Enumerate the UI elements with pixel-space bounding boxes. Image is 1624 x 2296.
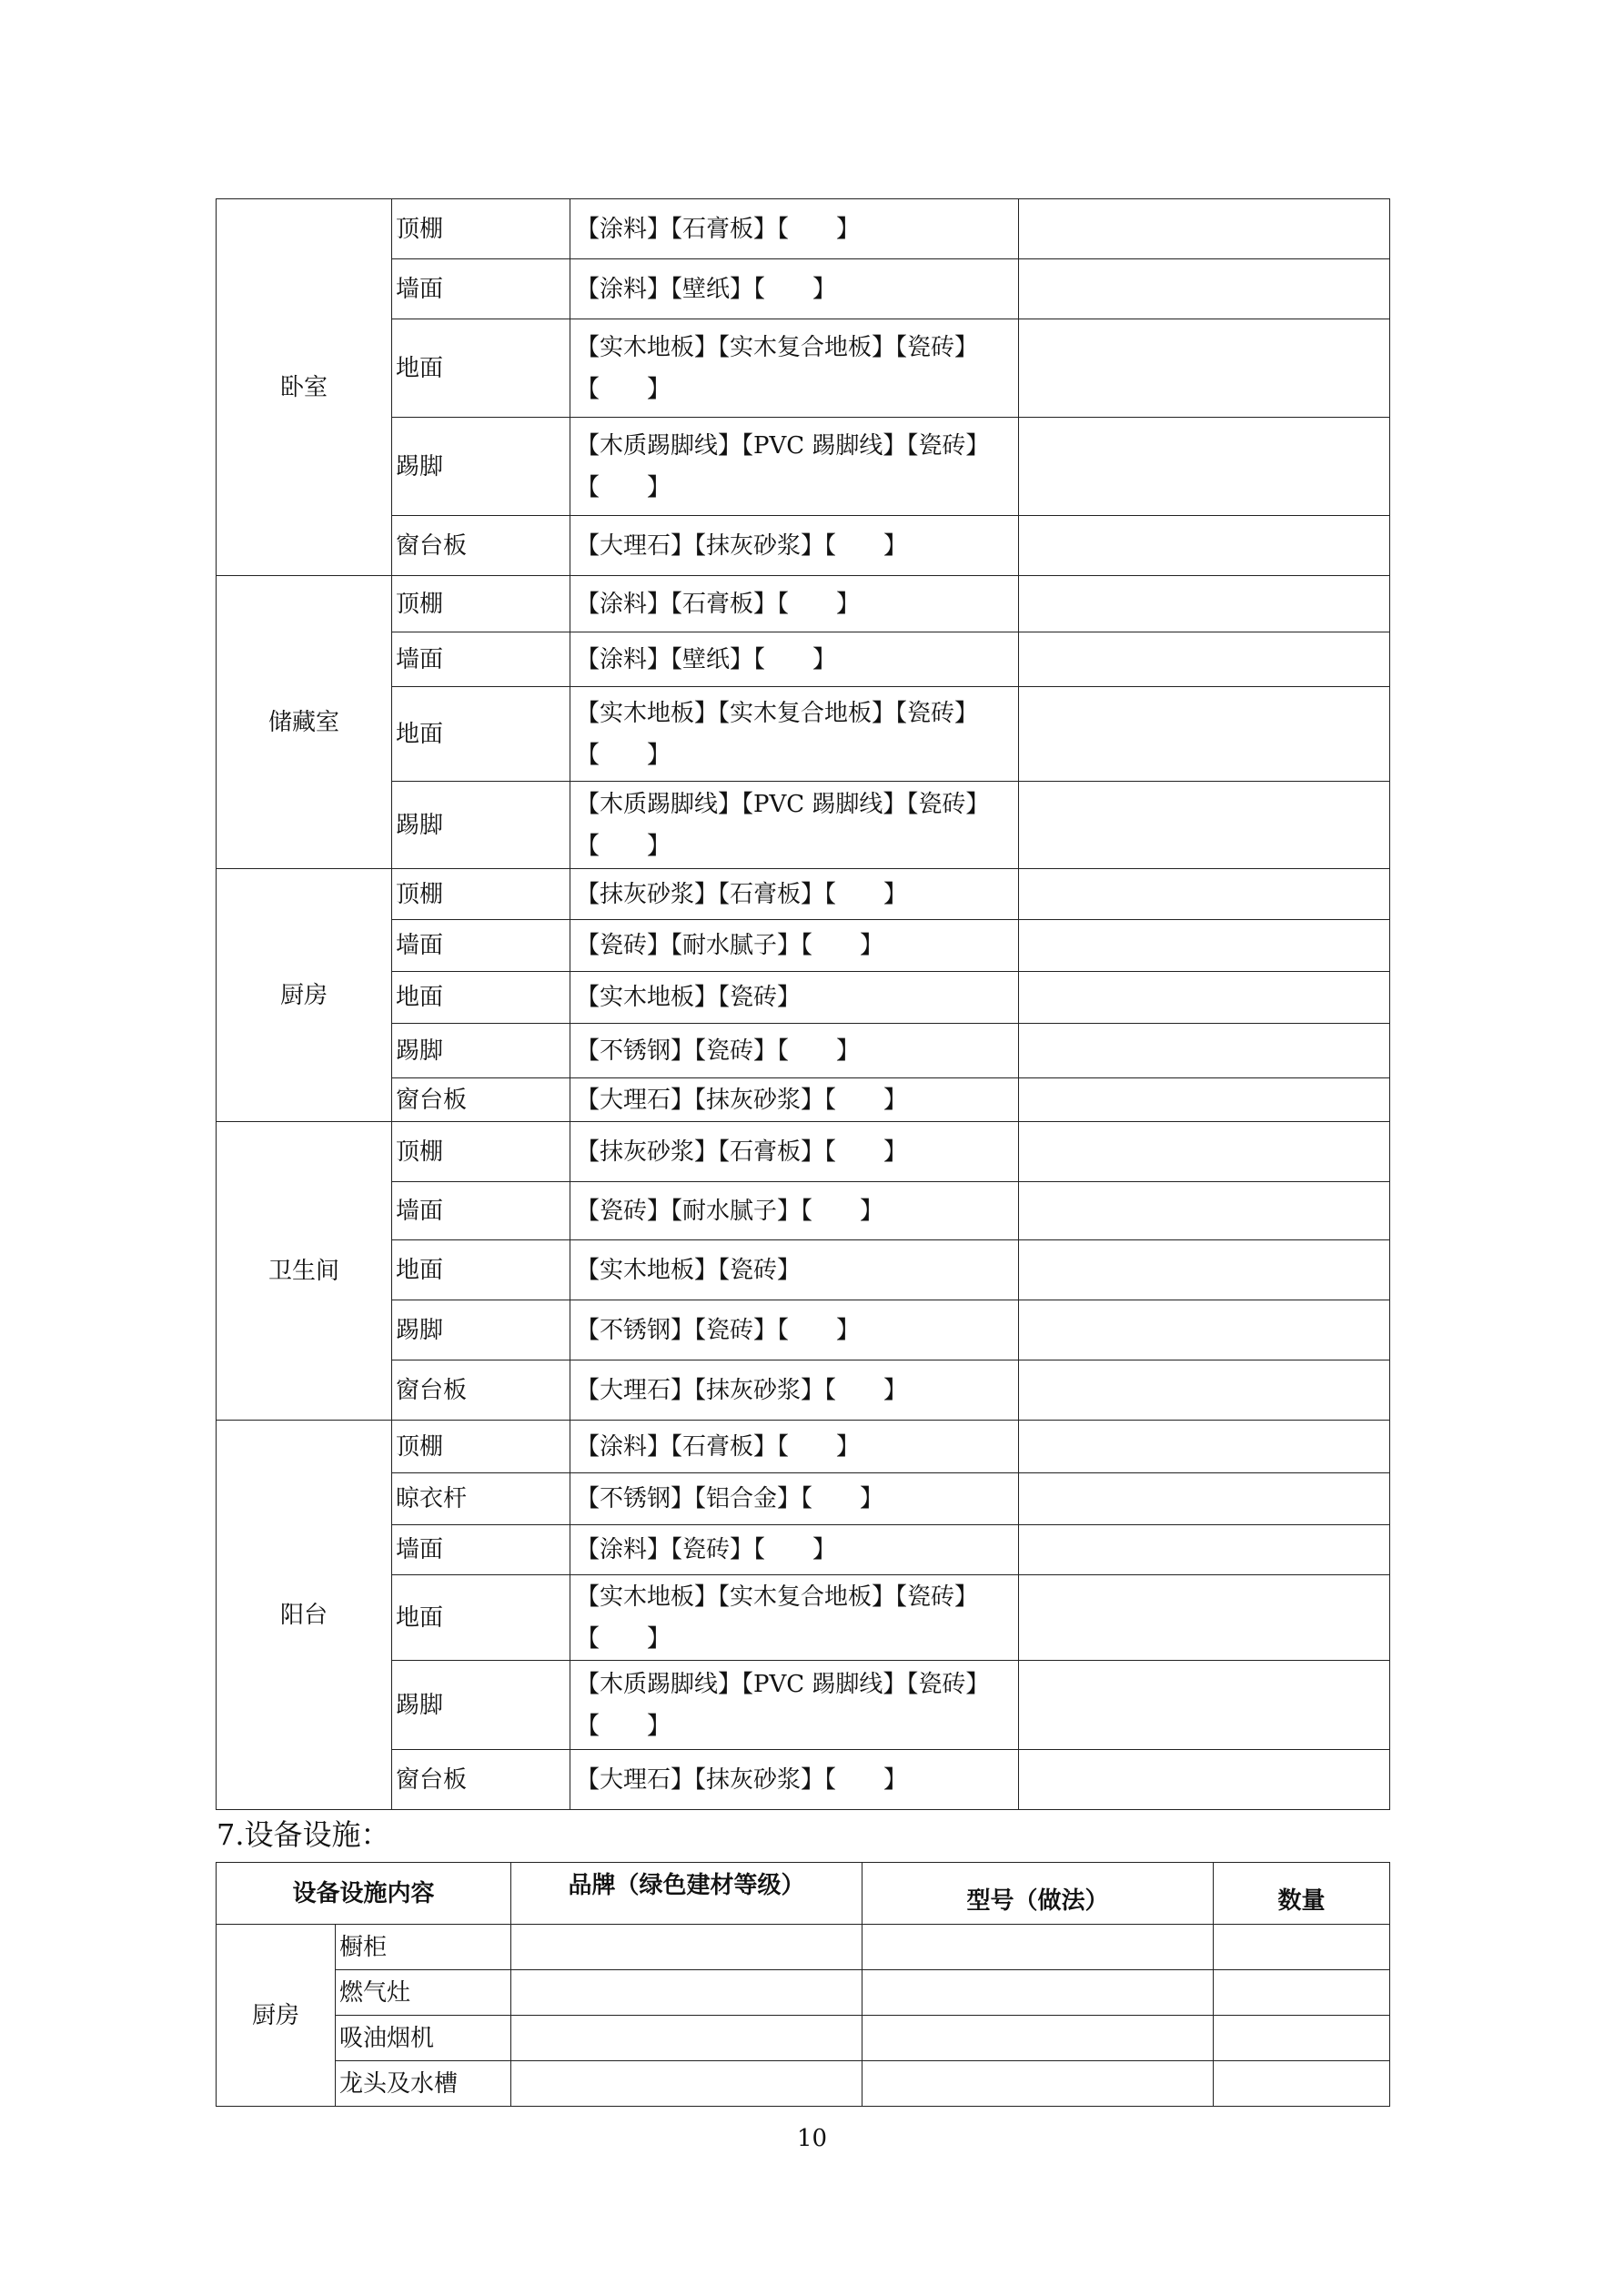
model-cell[interactable] xyxy=(862,1970,1214,2016)
model-cell[interactable] xyxy=(862,2016,1214,2061)
finish-row xyxy=(217,199,1390,259)
finish-row xyxy=(217,972,1390,1024)
section-title: 7.设备设施： xyxy=(217,1817,390,1852)
finish-item: 墙面 xyxy=(392,1525,570,1575)
finish-row xyxy=(217,1122,1390,1182)
note-cell[interactable] xyxy=(1019,1122,1390,1182)
equipment-item: 吸油烟机 xyxy=(336,2016,511,2061)
material-options: 【大理石】【抹灰砂浆】【 】 xyxy=(570,1360,1019,1421)
finish-item: 顶棚 xyxy=(392,199,570,259)
finish-item: 踢脚 xyxy=(392,1661,570,1750)
note-cell[interactable] xyxy=(1019,972,1390,1024)
finish-row xyxy=(217,1300,1390,1360)
finish-row xyxy=(217,1525,1390,1575)
note-cell[interactable] xyxy=(1019,576,1390,632)
note-cell[interactable] xyxy=(1019,1525,1390,1575)
brand-cell[interactable] xyxy=(511,1925,862,1970)
material-options: 【抹灰砂浆】【石膏板】【 】 xyxy=(570,869,1019,920)
finish-row xyxy=(217,1473,1390,1525)
note-cell[interactable] xyxy=(1019,199,1390,259)
finish-item: 踢脚 xyxy=(392,418,570,516)
finish-row xyxy=(217,319,1390,418)
finish-item: 墙面 xyxy=(392,259,570,319)
material-options: 【木质踢脚线】【PVC 踢脚线】【瓷砖】【 】 xyxy=(570,782,1019,869)
room-name: 卫生间 xyxy=(217,1122,392,1421)
equipment-item: 橱柜 xyxy=(336,1925,511,1970)
brand-cell[interactable] xyxy=(511,2016,862,2061)
finish-row xyxy=(217,259,1390,319)
note-cell[interactable] xyxy=(1019,1750,1390,1810)
finish-row xyxy=(217,1421,1390,1473)
finish-item: 墙面 xyxy=(392,1182,570,1240)
note-cell[interactable] xyxy=(1019,687,1390,782)
equipment-row xyxy=(217,2016,1390,2061)
header-content: 设备设施内容 xyxy=(217,1863,511,1925)
finish-row xyxy=(217,687,1390,782)
material-options: 【涂料】【石膏板】【 】 xyxy=(570,199,1019,259)
finish-row xyxy=(217,418,1390,516)
material-options: 【涂料】【石膏板】【 】 xyxy=(570,576,1019,632)
header-quantity: 数量 xyxy=(1214,1863,1390,1925)
material-options: 【实木地板】【实木复合地板】【瓷砖】【 】 xyxy=(570,1575,1019,1661)
note-cell[interactable] xyxy=(1019,1661,1390,1750)
finish-row xyxy=(217,576,1390,632)
header-brand: 品牌（绿色建材等级） xyxy=(511,1863,862,1925)
finish-row xyxy=(217,869,1390,920)
note-cell[interactable] xyxy=(1019,1300,1390,1360)
material-options: 【不锈钢】【铝合金】【 】 xyxy=(570,1473,1019,1525)
finish-item: 墙面 xyxy=(392,920,570,972)
material-options: 【不锈钢】【瓷砖】【 】 xyxy=(570,1024,1019,1078)
header-model: 型号（做法） xyxy=(862,1863,1214,1925)
finish-row xyxy=(217,516,1390,576)
equipment-table xyxy=(216,1862,1390,2107)
equipment-room: 厨房 xyxy=(217,1925,336,2107)
finish-row xyxy=(217,1575,1390,1661)
note-cell[interactable] xyxy=(1019,516,1390,576)
note-cell[interactable] xyxy=(1019,418,1390,516)
material-options: 【涂料】【壁纸】【 】 xyxy=(570,632,1019,687)
finish-item: 窗台板 xyxy=(392,1078,570,1122)
quantity-cell[interactable] xyxy=(1214,1970,1390,2016)
room-name: 卧室 xyxy=(217,199,392,576)
material-options: 【大理石】【抹灰砂浆】【 】 xyxy=(570,1078,1019,1122)
quantity-cell[interactable] xyxy=(1214,2016,1390,2061)
finish-row xyxy=(217,1024,1390,1078)
note-cell[interactable] xyxy=(1019,1240,1390,1300)
finish-row xyxy=(217,1750,1390,1810)
finish-item: 地面 xyxy=(392,1575,570,1661)
finish-item: 墙面 xyxy=(392,632,570,687)
material-options: 【瓷砖】【耐水腻子】【 】 xyxy=(570,920,1019,972)
quantity-cell[interactable] xyxy=(1214,1925,1390,1970)
finish-row xyxy=(217,1182,1390,1240)
material-options: 【木质踢脚线】【PVC 踢脚线】【瓷砖】【 】 xyxy=(570,1661,1019,1750)
finish-row xyxy=(217,920,1390,972)
note-cell[interactable] xyxy=(1019,1360,1390,1421)
brand-cell[interactable] xyxy=(511,2061,862,2107)
note-cell[interactable] xyxy=(1019,319,1390,418)
equipment-row xyxy=(217,1925,1390,1970)
note-cell[interactable] xyxy=(1019,1078,1390,1122)
finish-row xyxy=(217,632,1390,687)
finish-row xyxy=(217,782,1390,869)
finish-item: 顶棚 xyxy=(392,1421,570,1473)
material-options: 【实木地板】【实木复合地板】【瓷砖】【 】 xyxy=(570,319,1019,418)
material-options: 【大理石】【抹灰砂浆】【 】 xyxy=(570,1750,1019,1810)
finish-item: 踢脚 xyxy=(392,782,570,869)
finish-item: 窗台板 xyxy=(392,516,570,576)
equipment-item: 燃气灶 xyxy=(336,1970,511,2016)
equipment-item: 龙头及水槽 xyxy=(336,2061,511,2107)
finish-item: 顶棚 xyxy=(392,869,570,920)
finish-item: 踢脚 xyxy=(392,1024,570,1078)
material-options: 【瓷砖】【耐水腻子】【 】 xyxy=(570,1182,1019,1240)
note-cell[interactable] xyxy=(1019,259,1390,319)
finish-item: 踢脚 xyxy=(392,1300,570,1360)
equipment-row xyxy=(217,1970,1390,2016)
finish-item: 地面 xyxy=(392,1240,570,1300)
material-options: 【实木地板】【瓷砖】 xyxy=(570,972,1019,1024)
note-cell[interactable] xyxy=(1019,632,1390,687)
finish-row xyxy=(217,1078,1390,1122)
room-name: 阳台 xyxy=(217,1421,392,1810)
finish-item: 地面 xyxy=(392,687,570,782)
model-cell[interactable] xyxy=(862,1925,1214,1970)
finish-item: 晾衣杆 xyxy=(392,1473,570,1525)
finish-item: 顶棚 xyxy=(392,1122,570,1182)
material-options: 【木质踢脚线】【PVC 踢脚线】【瓷砖】【 】 xyxy=(570,418,1019,516)
material-options: 【涂料】【壁纸】【 】 xyxy=(570,259,1019,319)
room-name: 储藏室 xyxy=(217,576,392,869)
quantity-cell[interactable] xyxy=(1214,2061,1390,2107)
note-cell[interactable] xyxy=(1019,1024,1390,1078)
finish-row xyxy=(217,1360,1390,1421)
note-cell[interactable] xyxy=(1019,920,1390,972)
material-options: 【不锈钢】【瓷砖】【 】 xyxy=(570,1300,1019,1360)
material-options: 【大理石】【抹灰砂浆】【 】 xyxy=(570,516,1019,576)
brand-cell[interactable] xyxy=(511,1970,862,2016)
page-number: 10 xyxy=(796,2125,828,2152)
finish-row xyxy=(217,1661,1390,1750)
material-options: 【实木地板】【瓷砖】 xyxy=(570,1240,1019,1300)
finish-item: 地面 xyxy=(392,319,570,418)
material-options: 【实木地板】【实木复合地板】【瓷砖】【 】 xyxy=(570,687,1019,782)
room-name: 厨房 xyxy=(217,869,392,1122)
finish-item: 窗台板 xyxy=(392,1360,570,1421)
material-options: 【抹灰砂浆】【石膏板】【 】 xyxy=(570,1122,1019,1182)
finish-item: 地面 xyxy=(392,972,570,1024)
finish-row xyxy=(217,1240,1390,1300)
material-options: 【涂料】【石膏板】【 】 xyxy=(570,1421,1019,1473)
equipment-row xyxy=(217,2061,1390,2107)
finish-item: 顶棚 xyxy=(392,576,570,632)
finish-item: 窗台板 xyxy=(392,1750,570,1810)
note-cell[interactable] xyxy=(1019,869,1390,920)
note-cell[interactable] xyxy=(1019,1575,1390,1661)
model-cell[interactable] xyxy=(862,2061,1214,2107)
note-cell[interactable] xyxy=(1019,1421,1390,1473)
note-cell[interactable] xyxy=(1019,1182,1390,1240)
note-cell[interactable] xyxy=(1019,1473,1390,1525)
finish-table xyxy=(216,198,1390,1810)
note-cell[interactable] xyxy=(1019,782,1390,869)
material-options: 【涂料】【瓷砖】【 】 xyxy=(570,1525,1019,1575)
